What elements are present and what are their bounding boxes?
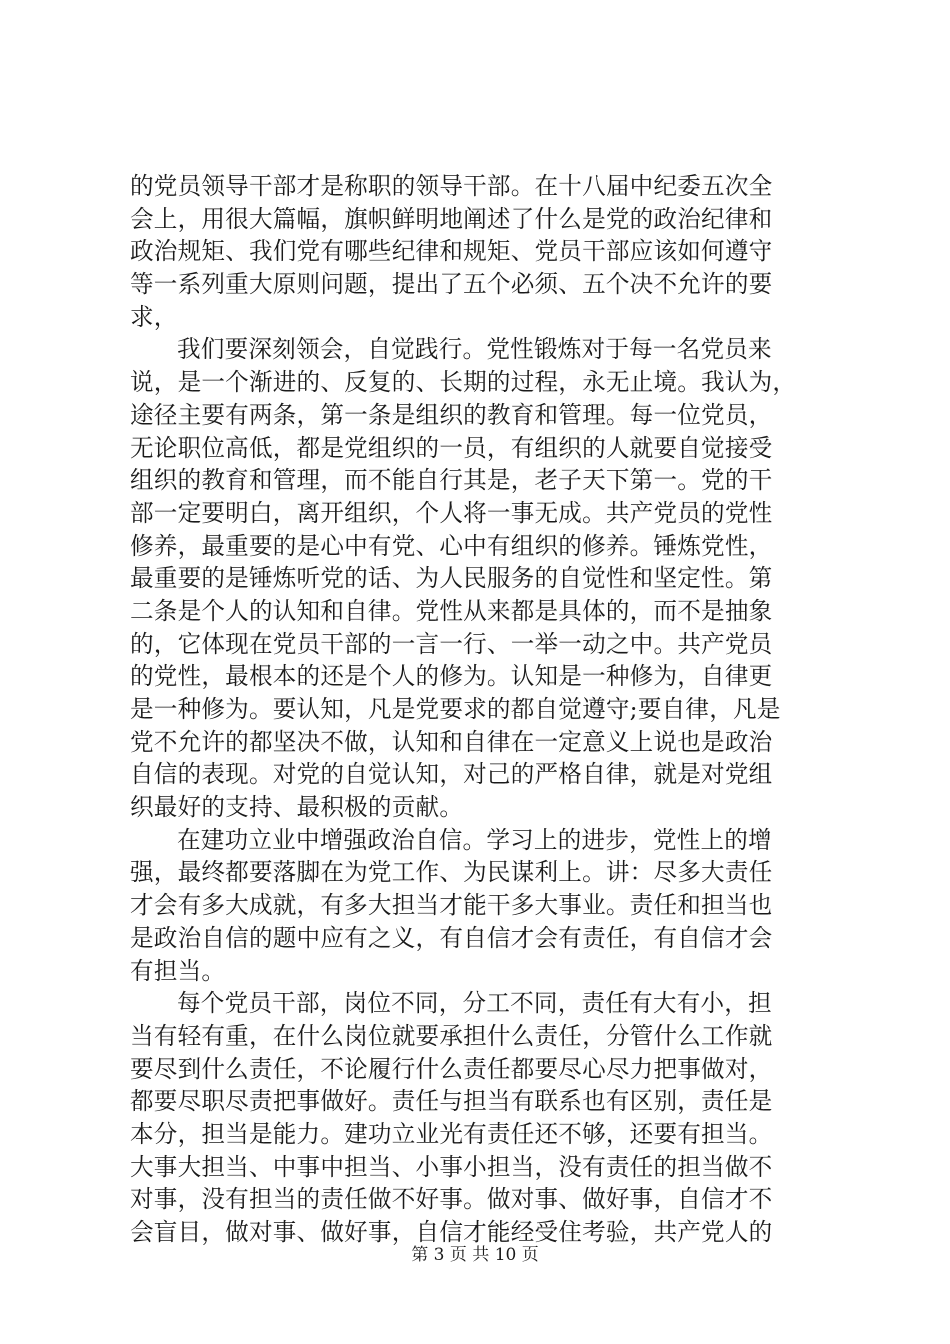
text-line: 大事大担当、中事中担当、小事小担当，没有责任的担当做不	[130, 1152, 773, 1181]
text-line: 织最好的支持、最积极的贡献。	[130, 793, 464, 822]
text-line: 途径主要有两条，第一条是组织的教育和管理。每一位党员，	[130, 400, 773, 429]
text-line: 的党员领导干部才是称职的领导干部。在十八届中纪委五次全	[130, 172, 773, 200]
paragraph-first-line: 我们要深刻领会，自觉践行。党性锻炼对于每一名党员来	[177, 335, 772, 364]
text-line: 的党性，最根本的还是个人的修为。认知是一种修为，自律更	[130, 662, 773, 691]
text-line: 会上，用很大篇幅，旗帜鲜明地阐述了什么是党的政治纪律和	[130, 204, 773, 233]
text-line: 组织的教育和管理，而不能自行其是，老子天下第一。党的干	[130, 466, 773, 495]
text-line: 当有轻有重，在什么岗位就要承担什么责任，分管什么工作就	[130, 1021, 773, 1050]
text-line: 等一系列重大原则问题，提出了五个必须、五个决不允许的要	[130, 270, 773, 299]
text-line: 部一定要明白，离开组织，个人将一事无成。共产党员的党性	[130, 498, 773, 527]
text-line: 强，最终都要落脚在为党工作、为民谋利上。讲：尽多大责任	[130, 858, 773, 887]
text-line: 都要尽职尽责把事做好。责任与担当有联系也有区别，责任是	[130, 1087, 773, 1116]
text-line: 最重要的是锤炼听党的话、为人民服务的自觉性和坚定性。第	[130, 564, 773, 593]
text-line: 修养，最重要的是心中有党、心中有组织的修养。锤炼党性，	[130, 531, 773, 560]
text-line: 无论职位高低，都是党组织的一员，有组织的人就要自觉接受	[130, 433, 773, 462]
text-line: 有担当。	[130, 956, 226, 985]
text-line: 二条是个人的认知和自律。党性从来都是具体的，而不是抽象	[130, 596, 773, 625]
text-line: 政治规矩、我们党有哪些纪律和规矩、党员干部应该如何遵守	[130, 237, 773, 266]
text-line: 对事，没有担当的责任做不好事。做对事、做好事，自信才不	[130, 1185, 773, 1214]
document-body	[130, 170, 830, 1249]
text-line: 的，它体现在党员干部的一言一行、一举一动之中。共产党员	[130, 629, 773, 658]
text-line: 自信的表现。对党的自觉认知，对己的严格自律，就是对党组	[130, 760, 773, 789]
text-line: 会盲目，做对事、做好事，自信才能经受住考验，共产党人的	[130, 1218, 773, 1246]
text-line: 要尽到什么责任，不论履行什么责任都要尽心尽力把事做对，	[130, 1054, 773, 1083]
text-line: 求，	[130, 302, 178, 331]
text-line: 是政治自信的题中应有之义，有自信才会有责任，有自信才会	[130, 923, 773, 952]
page-number-footer: 第 3 页 共 10 页	[411, 1245, 539, 1265]
paragraph-first-line: 每个党员干部，岗位不同，分工不同，责任有大有小，担	[177, 989, 772, 1018]
paragraph-first-line: 在建功立业中增强政治自信。学习上的进步，党性上的增	[177, 825, 772, 854]
text-line: 说，是一个渐进的、反复的、长期的过程，永无止境。我认为，	[130, 368, 797, 397]
text-line: 才会有多大成就，有多大担当才能干多大事业。责任和担当也	[130, 891, 773, 920]
text-line: 本分，担当是能力。建功立业光有责任还不够，还要有担当。	[130, 1119, 773, 1148]
text-line: 党不允许的都坚决不做，认知和自律在一定意义上说也是政治	[130, 727, 773, 756]
text-line: 是一种修为。要认知，凡是党要求的都自觉遵守;要自律，凡是	[130, 695, 781, 723]
